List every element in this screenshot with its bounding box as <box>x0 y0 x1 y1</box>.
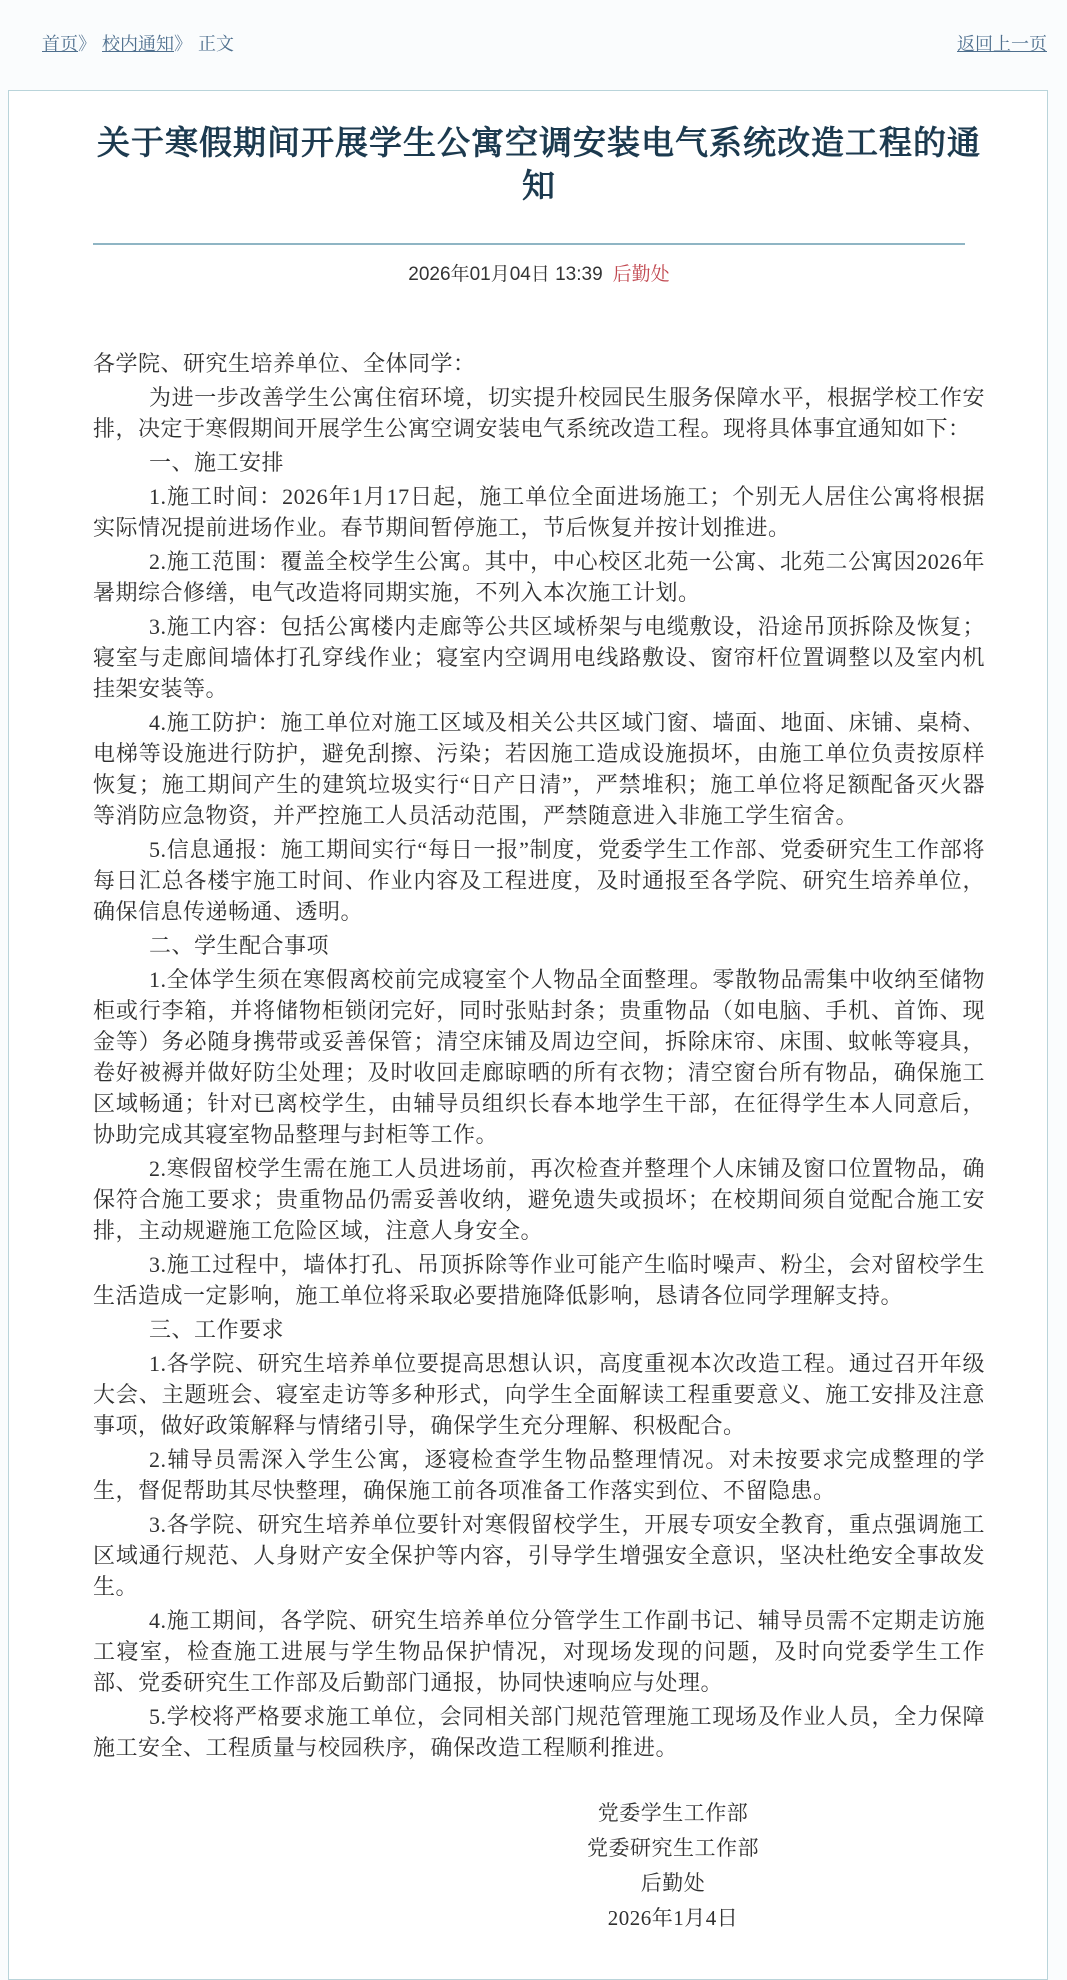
notice-paragraph: 二、学生配合事项 <box>149 933 330 958</box>
notice-paragraph: 2.寒假留校学生需在施工人员进场前，再次检查并整理个人床铺及窗口位置物品，确保符合施工要求；贵重物品仍需妥善收纳，避免遗失或损坏；在校期间须自觉配合施工安排，主动规避施工危险区域，注意人身安全。 <box>93 1156 985 1243</box>
back-to-previous-link[interactable]: 返回上一页 <box>957 34 1047 54</box>
notice-title: 关于寒假期间开展学生公寓空调安装电气系统改造工程的通知 <box>97 124 981 204</box>
notice-paragraph: 1.全体学生须在寒假离校前完成寝室个人物品全面整理。零散物品需集中收纳至储物柜或行李箱，并将储物柜锁闭完好，同时张贴封条；贵重物品（如电脑、手机、首饰、现金等）务必随身携带或妥善保管；清空床铺及周边空间，拆除床帘、床围、蚊帐等寝具，卷好被褥并做好防尘处理；及时收回走廊晾晒的所有衣物；清空窗台所有物品，确保施工区域畅通；针对已离校学生，由辅导员组织长春本地学生干部，在征得学生本人同意后，协助完成其寝室物品整理与封柜等工作。 <box>93 967 985 1147</box>
breadcrumb-section-link[interactable]: 校内通知 <box>102 34 174 54</box>
notice-paragraph: 5.信息通报：施工期间实行“每日一报”制度，党委学生工作部、党委研究生工作部将每日汇总各楼宇施工时间、作业内容及工程进度，及时通报至各学院、研究生培养单位，确保信息传递畅通、透明。 <box>93 837 985 924</box>
notice-paragraph: 1.各学院、研究生培养单位要提高思想认识，高度重视本次改造工程。通过召开年级大会、主题班会、寝室走访等多种形式，向学生全面解读工程重要意义、施工安排及注意事项，做好政策解释与情绪引导，确保学生充分理解、积极配合。 <box>93 1351 985 1438</box>
salutation: 各学院、研究生培养单位、全体同学： <box>93 351 476 376</box>
publish-department: 后勤处 <box>612 264 670 285</box>
notice-paragraph: 2.辅导员需深入学生公寓，逐寝检查学生物品整理情况。对未按要求完成整理的学生，督促帮助其尽快整理，确保施工前各项准备工作落实到位、不留隐患。 <box>93 1447 985 1503</box>
notice-body <box>93 348 985 1936</box>
notice-paragraphs <box>93 382 985 1763</box>
notice-paragraph: 2.施工范围：覆盖全校学生公寓。其中，中心校区北苑一公寓、北苑二公寓因2026年暑期综合修缮，电气改造将同期实施，不列入本次施工计划。 <box>93 549 985 605</box>
notice-paragraph: 4.施工防护：施工单位对施工区域及相关公共区域门窗、墙面、地面、床铺、桌椅、电梯等设施进行防护，避免刮擦、污染；若因施工造成设施损坏，由施工单位负责按原样恢复；施工期间产生的建筑垃圾实行“日产日清”，严禁堆积；施工单位将足额配备灭火器等消防应急物资，并严控施工人员活动范围，严禁随意进入非施工学生宿舍。 <box>93 710 985 828</box>
title-divider <box>93 243 965 245</box>
breadcrumb-separator: 》 <box>78 34 96 54</box>
breadcrumb-bar <box>0 0 1067 56</box>
notice-paragraph: 4.施工期间，各学院、研究生培养单位分管学生工作副书记、辅导员需不定期走访施工寝室，检查施工进展与学生物品保护情况，对现场发现的问题，及时向党委学生工作部、党委研究生工作部及后勤部门通报，协同快速响应与处理。 <box>93 1608 985 1695</box>
notice-paragraph: 三、工作要求 <box>149 1317 285 1342</box>
notice-paragraph: 为进一步改善学生公寓住宿环境，切实提升校园民生服务保障水平，根据学校工作安排，决定于寒假期间开展学生公寓空调安装电气系统改造工程。现将具体事宜通知如下： <box>93 385 985 441</box>
notice-paragraph: 一、施工安排 <box>149 450 285 475</box>
notice-paragraph: 3.施工过程中，墙体打孔、吊顶拆除等作业可能产生临时噪声、粉尘，会对留校学生生活造成一定影响，施工单位将采取必要措施降低影响，恳请各位同学理解支持。 <box>93 1252 985 1308</box>
breadcrumb-current-label: 正文 <box>198 34 234 54</box>
breadcrumb-separator: 》 <box>174 34 192 54</box>
notice-paragraph: 1.施工时间：2026年1月17日起，施工单位全面进场施工；个别无人居住公寓将根据实际情况提前进场作业。春节期间暂停施工，节后恢复并按计划推进。 <box>93 484 985 540</box>
notice-container <box>8 90 1048 1980</box>
signature-block <box>587 1796 759 1936</box>
signature-line: 后勤处 <box>640 1871 706 1895</box>
publish-date: 2026年01月04日 13:39 <box>408 264 603 285</box>
breadcrumb <box>42 30 234 56</box>
breadcrumb-home-link[interactable]: 首页 <box>42 34 78 54</box>
publish-info-line <box>93 259 985 286</box>
notice-paragraph: 5.学校将严格要求施工单位，会同相关部门规范管理施工现场及作业人员，全力保障施工安全、工程质量与校园秩序，确保改造工程顺利推进。 <box>93 1704 985 1760</box>
notice-paragraph: 3.各学院、研究生培养单位要针对寒假留校学生，开展专项安全教育，重点强调施工区域通行规范、人身财产安全保护等内容，引导学生增强安全意识，坚决杜绝安全事故发生。 <box>93 1512 985 1599</box>
signature-line: 党委学生工作部 <box>597 1801 749 1825</box>
signature-line: 2026年1月4日 <box>607 1906 739 1930</box>
signature-line: 党委研究生工作部 <box>587 1836 759 1860</box>
notice-paragraph: 3.施工内容：包括公寓楼内走廊等公共区域桥架与电缆敷设，沿途吊顶拆除及恢复；寝室与走廊间墙体打孔穿线作业；寝室内空调用电线路敷设、窗帘杆位置调整以及室内机挂架安装等。 <box>93 614 985 701</box>
